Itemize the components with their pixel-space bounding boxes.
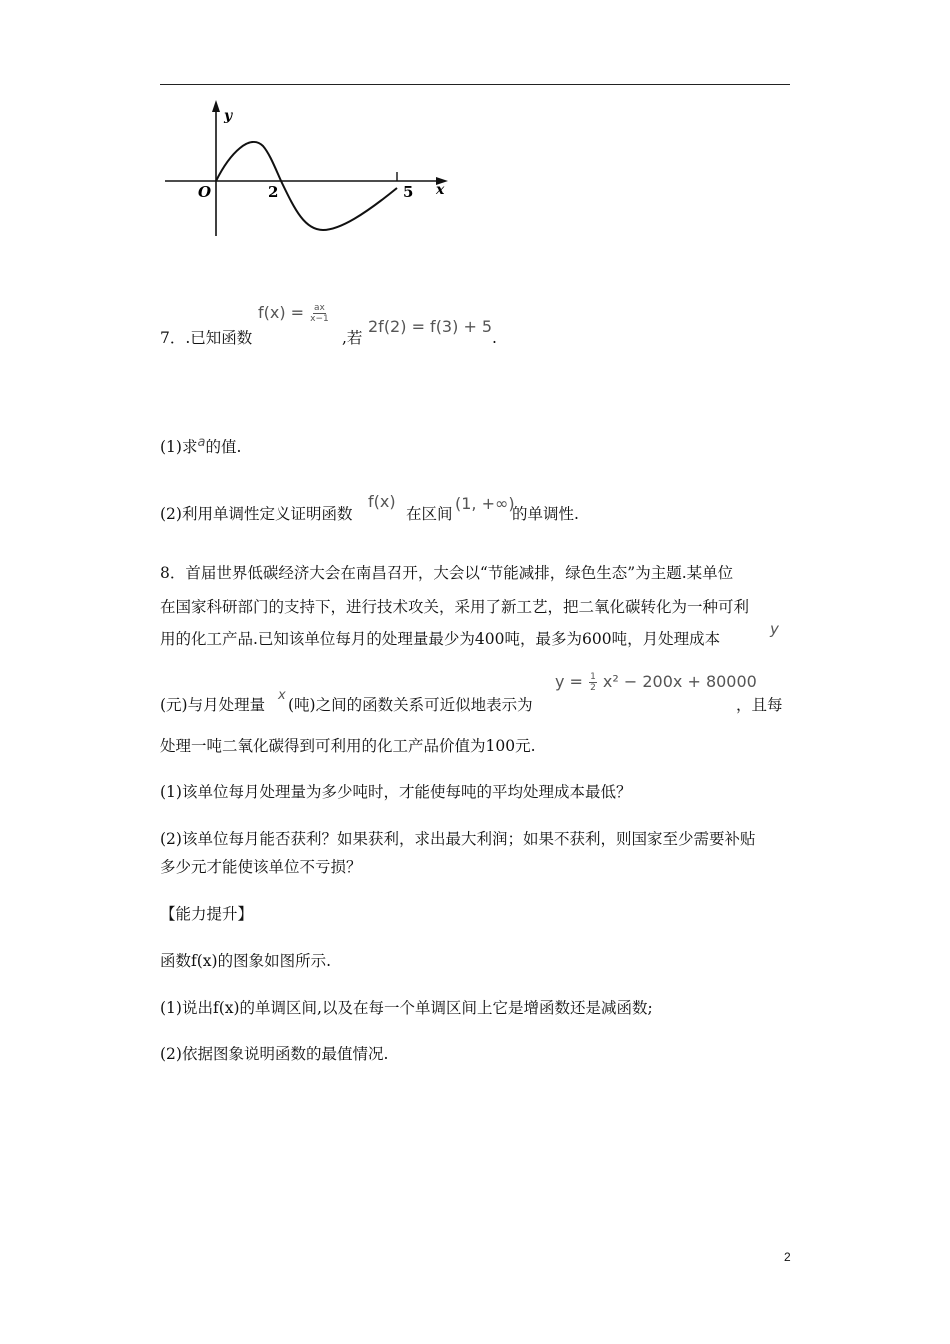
- q8-formula-fraction: [589, 672, 597, 693]
- q7-lead: 7．.已知函数: [160, 329, 253, 347]
- ability-heading: 【能力提升】: [160, 905, 254, 923]
- q7-condition: 2f(2) = f(3) + 5: [368, 317, 493, 336]
- function-graph: [160, 98, 460, 243]
- q7-part1-pre: (1)求: [160, 438, 198, 457]
- y-axis-arrow-icon: [212, 100, 220, 112]
- q8-cost-formula: [555, 672, 757, 693]
- ability-part2: (2)依据图象说明函数的最值情况.: [160, 1045, 389, 1063]
- q7-mid: ,若: [342, 329, 363, 347]
- q7-func-lhs: f(x) =: [258, 303, 305, 322]
- q7-part1-post: 的值.: [205, 438, 242, 457]
- q7-func-fraction: [310, 303, 329, 324]
- tick-2-label: 2: [268, 183, 279, 201]
- header-rule: [160, 84, 790, 85]
- origin-label: O: [198, 183, 212, 201]
- q8-part2-line2: 多少元才能使该单位不亏损？: [160, 858, 362, 876]
- q8-line5: 处理一吨二氧化碳得到可利用的化工产品价值为100元.: [160, 737, 536, 755]
- q7-part2-interval: (1, +∞): [455, 494, 515, 513]
- q8-line2: 在国家科研部门的支持下，进行技术攻关，采用了新工艺，把二氧化碳转化为一种可利: [160, 598, 750, 616]
- function-curve: [216, 142, 397, 230]
- q8-formula-lhs: y =: [555, 672, 583, 691]
- q7-func-num: ax: [314, 303, 325, 313]
- q8-line4-c: ，且每: [736, 696, 783, 714]
- q7-part2-post: 的单调性.: [512, 505, 579, 523]
- ability-part1: (1)说出f(x)的单调区间,以及在每一个单调区间上它是增函数还是减函数;: [160, 999, 653, 1017]
- q8-formula-num: 1: [590, 672, 596, 682]
- q8-line1: 8．首届世界低碳经济大会在南昌召开，大会以“节能减排，绿色生态”为主题.某单位: [160, 564, 734, 582]
- q8-formula-rhs: x² − 200x + 80000: [602, 672, 757, 691]
- q7-part2-pre: (2)利用单调性定义证明函数: [160, 505, 353, 523]
- q8-part1: (1)该单位每月处理量为多少吨时，才能使每吨的平均处理成本最低？: [160, 783, 632, 801]
- y-axis-label: y: [224, 108, 233, 124]
- q8-line4-a: (元)与月处理量: [160, 696, 266, 714]
- q7-part2-mid: 在区间: [406, 505, 453, 523]
- q8-line4-b: (吨)之间的函数关系可近似地表示为: [288, 696, 533, 714]
- ability-intro: 函数f(x)的图象如图所示.: [160, 952, 332, 970]
- q8-part2-line1: (2)该单位每月能否获利？如果获利，求出最大利润；如果不获利，则国家至少需要补贴: [160, 830, 756, 848]
- x-axis-label: x: [436, 182, 445, 198]
- q7-func-den: x−1: [310, 314, 329, 324]
- q7-part1-var: a: [197, 435, 206, 450]
- q7-function-formula: [258, 303, 330, 324]
- q7-part1: [160, 432, 241, 458]
- q7-part2-func: f(x): [368, 492, 396, 511]
- q8-formula-den: 2: [590, 683, 596, 693]
- page-number: 2: [784, 1250, 791, 1264]
- tick-5-label: 5: [403, 183, 414, 201]
- q7-end: .: [492, 329, 497, 347]
- q8-line3-var: y: [770, 620, 779, 638]
- q8-line3: 用的化工产品.已知该单位每月的处理量最少为400吨，最多为600吨，月处理成本: [160, 630, 721, 648]
- q8-line4-var: x: [278, 688, 286, 703]
